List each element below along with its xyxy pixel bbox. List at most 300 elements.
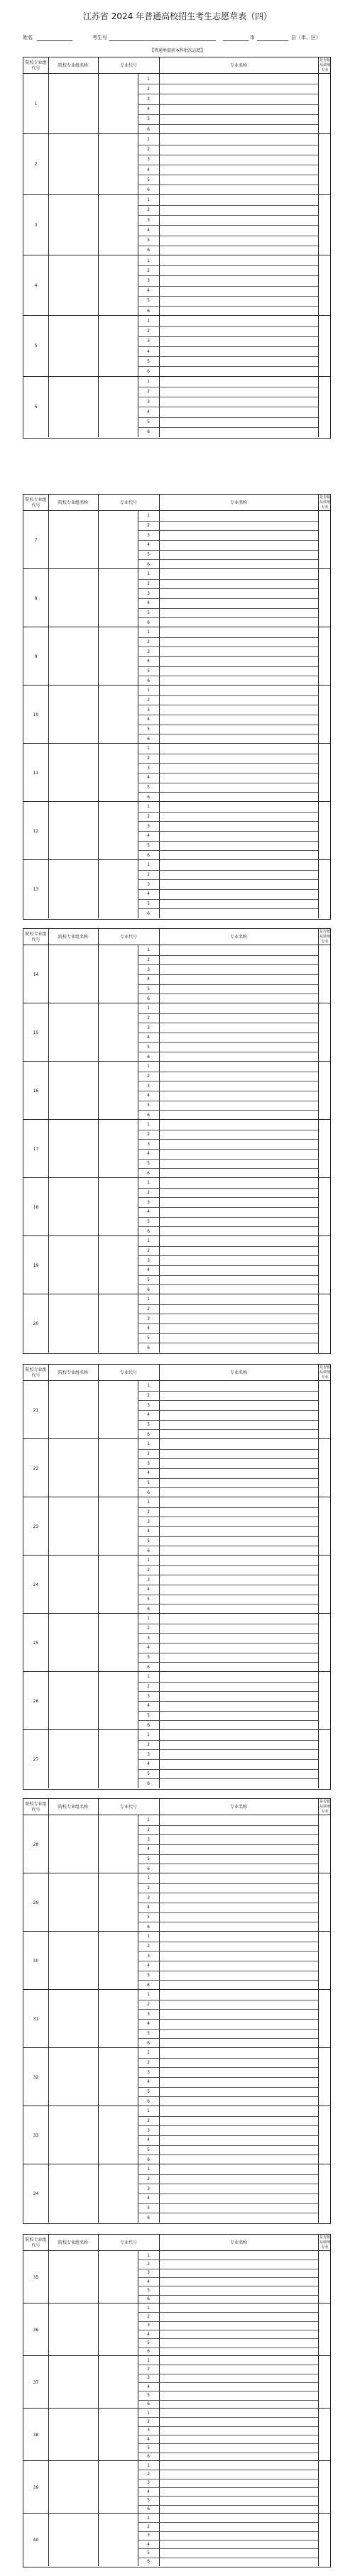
adjust-field[interactable]	[318, 1932, 329, 1990]
major-name-field[interactable]	[159, 1575, 318, 1585]
major-name-field[interactable]	[159, 2303, 318, 2312]
group-code-field[interactable]	[48, 686, 98, 744]
adjust-field[interactable]	[318, 1990, 329, 2048]
major-name-field[interactable]	[159, 945, 318, 955]
adjust-field[interactable]	[318, 744, 329, 802]
group-code-field[interactable]	[48, 945, 98, 1003]
major-name-field[interactable]	[159, 2356, 318, 2365]
major-name-field[interactable]	[159, 2531, 318, 2540]
major-name-field[interactable]	[159, 1130, 318, 1140]
major-name-field[interactable]	[159, 2443, 318, 2452]
major-name-field[interactable]	[159, 1942, 318, 1952]
major-name-field[interactable]	[159, 1168, 318, 1178]
group-code-field[interactable]	[48, 1815, 98, 1873]
major-name-field[interactable]	[159, 2365, 318, 2373]
major-name-field[interactable]	[159, 754, 318, 764]
major-name-field[interactable]	[159, 2087, 318, 2097]
major-name-field[interactable]	[159, 1003, 318, 1013]
major-name-field[interactable]	[159, 2213, 318, 2223]
group-code-field[interactable]	[48, 569, 98, 627]
major-name-field[interactable]	[159, 812, 318, 822]
major-name-field[interactable]	[159, 1062, 318, 1072]
major-name-field[interactable]	[159, 783, 318, 793]
group-code-field[interactable]	[48, 2251, 98, 2303]
adjust-field[interactable]	[318, 860, 329, 918]
major-name-field[interactable]	[159, 1614, 318, 1624]
major-name-field[interactable]	[159, 377, 318, 387]
group-code-field[interactable]	[48, 1730, 98, 1788]
major-name-field[interactable]	[159, 617, 318, 627]
adjust-field[interactable]	[318, 134, 329, 194]
major-name-field[interactable]	[159, 417, 318, 427]
major-name-field[interactable]	[159, 1691, 318, 1701]
adjust-field[interactable]	[318, 1556, 329, 1614]
adjust-field[interactable]	[318, 1614, 329, 1672]
major-name-field[interactable]	[159, 2487, 318, 2496]
group-code-field[interactable]	[48, 1294, 98, 1353]
major-name-field[interactable]	[159, 725, 318, 734]
major-name-field[interactable]	[159, 1825, 318, 1835]
major-name-field[interactable]	[159, 1023, 318, 1033]
adjust-field[interactable]	[318, 1062, 329, 1120]
major-name-field[interactable]	[159, 860, 318, 870]
major-name-field[interactable]	[159, 2435, 318, 2443]
major-name-field[interactable]	[159, 666, 318, 676]
major-name-field[interactable]	[159, 1178, 318, 1188]
major-name-field[interactable]	[159, 1730, 318, 1740]
major-name-field[interactable]	[159, 2496, 318, 2504]
major-name-field[interactable]	[159, 1149, 318, 1159]
major-name-field[interactable]	[159, 608, 318, 618]
adjust-field[interactable]	[318, 945, 329, 1003]
major-name-field[interactable]	[159, 821, 318, 831]
major-name-field[interactable]	[159, 686, 318, 695]
adjust-field[interactable]	[318, 1439, 329, 1497]
adjust-field[interactable]	[318, 255, 329, 316]
major-name-field[interactable]	[159, 1653, 318, 1663]
major-name-field[interactable]	[159, 1255, 318, 1265]
major-name-field[interactable]	[159, 2409, 318, 2417]
major-name-field[interactable]	[159, 306, 318, 316]
major-name-field[interactable]	[159, 2548, 318, 2557]
major-name-field[interactable]	[159, 521, 318, 531]
group-code-field[interactable]	[48, 2106, 98, 2164]
major-name-field[interactable]	[159, 1381, 318, 1391]
group-code-field[interactable]	[48, 1672, 98, 1730]
major-name-field[interactable]	[159, 2184, 318, 2194]
major-name-field[interactable]	[159, 1304, 318, 1314]
adjust-field[interactable]	[318, 1873, 329, 1932]
major-name-field[interactable]	[159, 1854, 318, 1864]
major-name-field[interactable]	[159, 2514, 318, 2522]
group-code-field[interactable]	[48, 195, 98, 255]
group-code-field[interactable]	[48, 1932, 98, 1990]
adjust-field[interactable]	[318, 511, 329, 569]
exam-no-field[interactable]	[109, 40, 216, 41]
major-name-field[interactable]	[159, 1624, 318, 1634]
major-name-field[interactable]	[159, 773, 318, 783]
major-name-field[interactable]	[159, 695, 318, 705]
major-name-field[interactable]	[159, 656, 318, 666]
major-name-field[interactable]	[159, 2382, 318, 2391]
major-name-field[interactable]	[159, 2347, 318, 2356]
adjust-field[interactable]	[318, 802, 329, 860]
major-name-field[interactable]	[159, 744, 318, 754]
major-name-field[interactable]	[159, 2077, 318, 2087]
major-name-field[interactable]	[159, 1207, 318, 1217]
major-name-field[interactable]	[159, 1246, 318, 1256]
major-name-field[interactable]	[159, 2505, 318, 2514]
major-name-field[interactable]	[159, 1633, 318, 1643]
major-name-field[interactable]	[159, 1275, 318, 1285]
adjust-field[interactable]	[318, 569, 329, 627]
major-name-field[interactable]	[159, 1139, 318, 1149]
major-name-field[interactable]	[159, 1643, 318, 1653]
major-name-field[interactable]	[159, 1961, 318, 1971]
major-name-field[interactable]	[159, 627, 318, 637]
group-code-field[interactable]	[48, 1439, 98, 1497]
major-name-field[interactable]	[159, 1323, 318, 1333]
major-name-field[interactable]	[159, 1507, 318, 1517]
group-code-field[interactable]	[48, 2461, 98, 2514]
group-code-field[interactable]	[48, 1381, 98, 1439]
group-code-field[interactable]	[48, 74, 98, 134]
major-name-field[interactable]	[159, 94, 318, 104]
major-name-field[interactable]	[159, 1294, 318, 1304]
major-name-field[interactable]	[159, 676, 318, 686]
major-name-field[interactable]	[159, 2067, 318, 2077]
major-name-field[interactable]	[159, 802, 318, 812]
major-name-field[interactable]	[159, 511, 318, 521]
major-name-field[interactable]	[159, 1265, 318, 1275]
major-name-field[interactable]	[159, 1101, 318, 1111]
major-name-field[interactable]	[159, 2277, 318, 2286]
major-name-field[interactable]	[159, 185, 318, 194]
group-code-field[interactable]	[48, 2409, 98, 2461]
major-name-field[interactable]	[159, 2338, 318, 2347]
major-name-field[interactable]	[159, 1585, 318, 1595]
adjust-field[interactable]	[318, 1815, 329, 1873]
major-name-field[interactable]	[159, 2321, 318, 2330]
group-code-field[interactable]	[48, 744, 98, 802]
adjust-field[interactable]	[318, 627, 329, 686]
major-name-field[interactable]	[159, 2125, 318, 2135]
major-name-field[interactable]	[159, 908, 318, 918]
major-name-field[interactable]	[159, 2286, 318, 2294]
major-name-field[interactable]	[159, 2470, 318, 2478]
group-code-field[interactable]	[48, 627, 98, 686]
major-name-field[interactable]	[159, 114, 318, 124]
major-name-field[interactable]	[159, 1778, 318, 1788]
adjust-field[interactable]	[318, 2164, 329, 2223]
major-name-field[interactable]	[159, 84, 318, 94]
major-name-field[interactable]	[159, 831, 318, 841]
major-name-field[interactable]	[159, 1217, 318, 1227]
major-name-field[interactable]	[159, 889, 318, 899]
major-name-field[interactable]	[159, 2164, 318, 2174]
group-code-field[interactable]	[48, 1497, 98, 1556]
major-name-field[interactable]	[159, 705, 318, 715]
major-name-field[interactable]	[159, 336, 318, 346]
major-name-field[interactable]	[159, 2009, 318, 2019]
major-name-field[interactable]	[159, 2038, 318, 2048]
major-name-field[interactable]	[159, 1449, 318, 1459]
major-name-field[interactable]	[159, 879, 318, 889]
adjust-field[interactable]	[318, 1730, 329, 1788]
adjust-field[interactable]	[318, 1294, 329, 1353]
major-name-field[interactable]	[159, 1410, 318, 1420]
adjust-field[interactable]	[318, 2356, 329, 2409]
adjust-field[interactable]	[318, 2409, 329, 2461]
major-name-field[interactable]	[159, 1429, 318, 1439]
major-name-field[interactable]	[159, 1815, 318, 1825]
major-name-field[interactable]	[159, 286, 318, 296]
major-name-field[interactable]	[159, 964, 318, 974]
major-name-field[interactable]	[159, 2019, 318, 2029]
adjust-field[interactable]	[318, 2303, 329, 2356]
major-name-field[interactable]	[159, 1052, 318, 1062]
major-name-field[interactable]	[159, 899, 318, 909]
major-name-field[interactable]	[159, 1740, 318, 1750]
group-code-field[interactable]	[48, 255, 98, 316]
major-name-field[interactable]	[159, 1720, 318, 1730]
major-name-field[interactable]	[159, 993, 318, 1003]
major-name-field[interactable]	[159, 1343, 318, 1353]
major-name-field[interactable]	[159, 275, 318, 285]
major-name-field[interactable]	[159, 588, 318, 598]
major-name-field[interactable]	[159, 1033, 318, 1042]
major-name-field[interactable]	[159, 2374, 318, 2382]
group-code-field[interactable]	[48, 1990, 98, 2048]
adjust-field[interactable]	[318, 1178, 329, 1236]
major-name-field[interactable]	[159, 1595, 318, 1605]
group-code-field[interactable]	[48, 1120, 98, 1178]
group-code-field[interactable]	[48, 134, 98, 194]
major-name-field[interactable]	[159, 124, 318, 134]
major-name-field[interactable]	[159, 1565, 318, 1575]
major-name-field[interactable]	[159, 1197, 318, 1207]
group-code-field[interactable]	[48, 1236, 98, 1294]
major-name-field[interactable]	[159, 2522, 318, 2531]
major-name-field[interactable]	[159, 1971, 318, 1981]
group-code-field[interactable]	[48, 2048, 98, 2106]
adjust-field[interactable]	[318, 195, 329, 255]
major-name-field[interactable]	[159, 145, 318, 155]
group-code-field[interactable]	[48, 316, 98, 376]
major-name-field[interactable]	[159, 1682, 318, 1692]
adjust-field[interactable]	[318, 2514, 329, 2566]
major-name-field[interactable]	[159, 2391, 318, 2399]
major-name-field[interactable]	[159, 2106, 318, 2116]
major-name-field[interactable]	[159, 763, 318, 773]
major-name-field[interactable]	[159, 1556, 318, 1565]
major-name-field[interactable]	[159, 255, 318, 265]
major-name-field[interactable]	[159, 1951, 318, 1961]
adjust-field[interactable]	[318, 2251, 329, 2303]
adjust-field[interactable]	[318, 2048, 329, 2106]
major-name-field[interactable]	[159, 1980, 318, 1990]
major-name-field[interactable]	[159, 155, 318, 165]
group-code-field[interactable]	[48, 377, 98, 437]
major-name-field[interactable]	[159, 1672, 318, 1682]
major-name-field[interactable]	[159, 2096, 318, 2106]
major-name-field[interactable]	[159, 195, 318, 205]
major-name-field[interactable]	[159, 236, 318, 246]
major-name-field[interactable]	[159, 2154, 318, 2164]
adjust-field[interactable]	[318, 1381, 329, 1439]
major-name-field[interactable]	[159, 1517, 318, 1526]
major-name-field[interactable]	[159, 1873, 318, 1883]
major-name-field[interactable]	[159, 1391, 318, 1401]
major-name-field[interactable]	[159, 2269, 318, 2277]
major-name-field[interactable]	[159, 2330, 318, 2338]
major-name-field[interactable]	[159, 1903, 318, 1912]
major-name-field[interactable]	[159, 1458, 318, 1468]
major-name-field[interactable]	[159, 356, 318, 366]
group-code-field[interactable]	[48, 860, 98, 918]
major-name-field[interactable]	[159, 955, 318, 965]
major-name-field[interactable]	[159, 165, 318, 175]
major-name-field[interactable]	[159, 2058, 318, 2068]
major-name-field[interactable]	[159, 1759, 318, 1769]
major-name-field[interactable]	[159, 1314, 318, 1323]
major-name-field[interactable]	[159, 74, 318, 84]
adjust-field[interactable]	[318, 377, 329, 437]
group-code-field[interactable]	[48, 2303, 98, 2356]
major-name-field[interactable]	[159, 984, 318, 994]
major-name-field[interactable]	[159, 2251, 318, 2259]
major-name-field[interactable]	[159, 1711, 318, 1721]
major-name-field[interactable]	[159, 1834, 318, 1844]
major-name-field[interactable]	[159, 1662, 318, 1672]
major-name-field[interactable]	[159, 1526, 318, 1536]
group-code-field[interactable]	[48, 802, 98, 860]
major-name-field[interactable]	[159, 2174, 318, 2184]
major-name-field[interactable]	[159, 2400, 318, 2409]
group-code-field[interactable]	[48, 2164, 98, 2223]
major-name-field[interactable]	[159, 1468, 318, 1478]
major-name-field[interactable]	[159, 1042, 318, 1052]
major-name-field[interactable]	[159, 1420, 318, 1430]
adjust-field[interactable]	[318, 2106, 329, 2164]
major-name-field[interactable]	[159, 974, 318, 984]
major-name-field[interactable]	[159, 569, 318, 579]
major-name-field[interactable]	[159, 104, 318, 114]
adjust-field[interactable]	[318, 686, 329, 744]
adjust-field[interactable]	[318, 1497, 329, 1556]
major-name-field[interactable]	[159, 598, 318, 608]
major-name-field[interactable]	[159, 579, 318, 589]
major-name-field[interactable]	[159, 2194, 318, 2203]
major-name-field[interactable]	[159, 2558, 318, 2566]
major-name-field[interactable]	[159, 2426, 318, 2435]
major-name-field[interactable]	[159, 316, 318, 326]
major-name-field[interactable]	[159, 1439, 318, 1449]
major-name-field[interactable]	[159, 540, 318, 550]
city-field[interactable]	[223, 40, 248, 41]
major-name-field[interactable]	[159, 850, 318, 860]
major-name-field[interactable]	[159, 1226, 318, 1236]
major-name-field[interactable]	[159, 366, 318, 376]
major-name-field[interactable]	[159, 870, 318, 880]
major-name-field[interactable]	[159, 1400, 318, 1410]
group-code-field[interactable]	[48, 511, 98, 569]
group-code-field[interactable]	[48, 2356, 98, 2409]
group-code-field[interactable]	[48, 1614, 98, 1672]
adjust-field[interactable]	[318, 2461, 329, 2514]
major-name-field[interactable]	[159, 646, 318, 656]
group-code-field[interactable]	[48, 1873, 98, 1932]
major-name-field[interactable]	[159, 246, 318, 255]
major-name-field[interactable]	[159, 215, 318, 225]
major-name-field[interactable]	[159, 1333, 318, 1343]
major-name-field[interactable]	[159, 734, 318, 744]
major-name-field[interactable]	[159, 1081, 318, 1091]
group-code-field[interactable]	[48, 1062, 98, 1120]
major-name-field[interactable]	[159, 2029, 318, 2039]
major-name-field[interactable]	[159, 530, 318, 540]
group-code-field[interactable]	[48, 2514, 98, 2566]
major-name-field[interactable]	[159, 427, 318, 437]
major-name-field[interactable]	[159, 2000, 318, 2010]
major-name-field[interactable]	[159, 397, 318, 407]
major-name-field[interactable]	[159, 2203, 318, 2213]
adjust-field[interactable]	[318, 1672, 329, 1730]
major-name-field[interactable]	[159, 637, 318, 647]
major-name-field[interactable]	[159, 1990, 318, 2000]
major-name-field[interactable]	[159, 1284, 318, 1294]
major-name-field[interactable]	[159, 1091, 318, 1101]
major-name-field[interactable]	[159, 2479, 318, 2487]
adjust-field[interactable]	[318, 74, 329, 134]
major-name-field[interactable]	[159, 1072, 318, 1081]
major-name-field[interactable]	[159, 346, 318, 356]
major-name-field[interactable]	[159, 2540, 318, 2548]
major-name-field[interactable]	[159, 2417, 318, 2426]
name-field[interactable]	[37, 40, 72, 41]
major-name-field[interactable]	[159, 2048, 318, 2058]
major-name-field[interactable]	[159, 225, 318, 235]
major-name-field[interactable]	[159, 1188, 318, 1198]
major-name-field[interactable]	[159, 407, 318, 417]
major-name-field[interactable]	[159, 1159, 318, 1169]
major-name-field[interactable]	[159, 2295, 318, 2303]
major-name-field[interactable]	[159, 1864, 318, 1873]
adjust-field[interactable]	[318, 1236, 329, 1294]
major-name-field[interactable]	[159, 1120, 318, 1130]
major-name-field[interactable]	[159, 1478, 318, 1488]
major-name-field[interactable]	[159, 1893, 318, 1903]
major-name-field[interactable]	[159, 550, 318, 560]
county-field[interactable]	[257, 40, 288, 41]
adjust-field[interactable]	[318, 1003, 329, 1062]
major-name-field[interactable]	[159, 296, 318, 306]
adjust-field[interactable]	[318, 316, 329, 376]
major-name-field[interactable]	[159, 2312, 318, 2321]
major-name-field[interactable]	[159, 1701, 318, 1711]
major-name-field[interactable]	[159, 134, 318, 144]
major-name-field[interactable]	[159, 715, 318, 725]
major-name-field[interactable]	[159, 2116, 318, 2126]
major-name-field[interactable]	[159, 1749, 318, 1759]
major-name-field[interactable]	[159, 1844, 318, 1854]
major-name-field[interactable]	[159, 2135, 318, 2145]
major-name-field[interactable]	[159, 265, 318, 275]
group-code-field[interactable]	[48, 1556, 98, 1614]
group-code-field[interactable]	[48, 1003, 98, 1062]
major-name-field[interactable]	[159, 1497, 318, 1507]
major-name-field[interactable]	[159, 1769, 318, 1779]
